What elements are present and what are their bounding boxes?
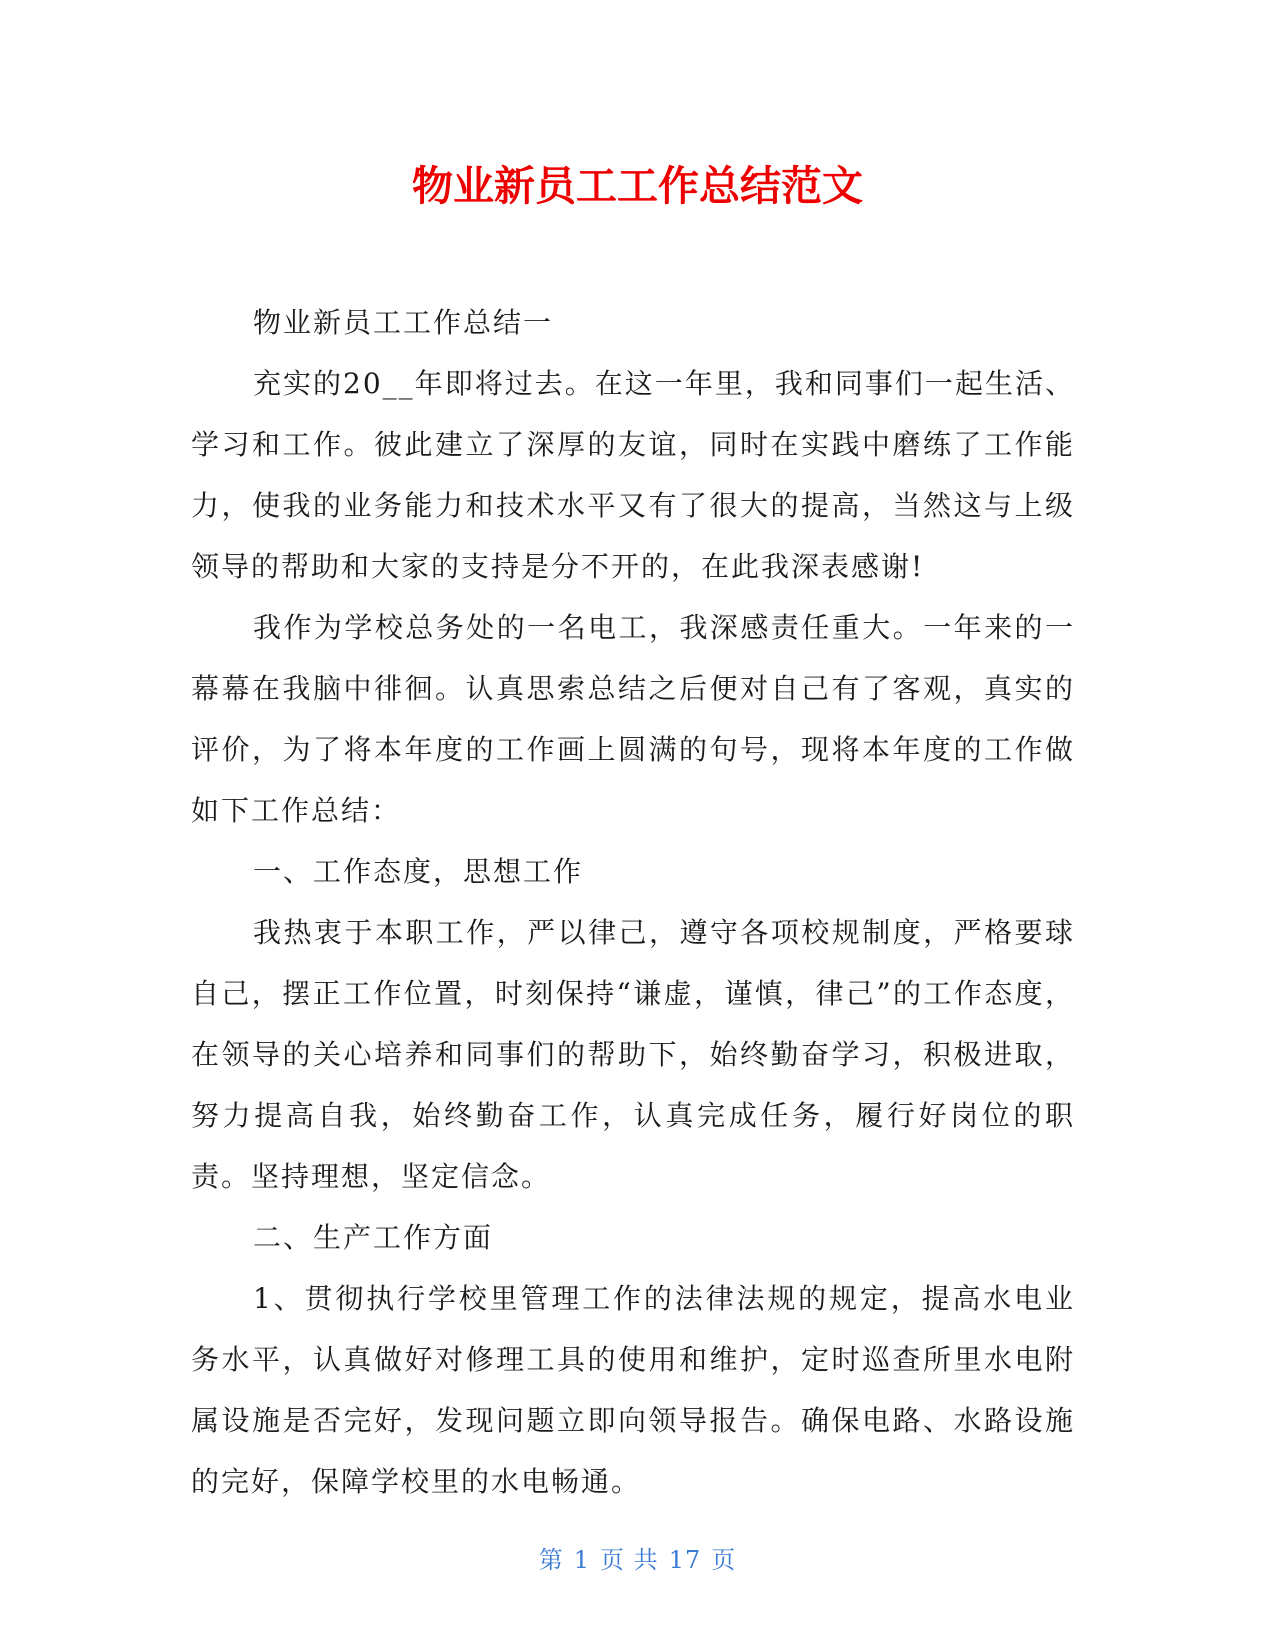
document-title: 物业新员工工作总结范文 bbox=[412, 162, 863, 210]
section-heading: 一、工作态度，思想工作 bbox=[253, 855, 584, 888]
paragraph: 充实的20__年即将过去。在这一年里，我和同事们一起生活、学习和工作。彼此建立了深厚的友谊，同时在实践中磨练了工作能力，使我的业务能力和技术水平又有了很大的提高，当然这与上级领导的帮助和大家的支持是分不开的，在此我深表感谢! bbox=[191, 367, 1075, 583]
footer-prefix: 第 bbox=[538, 1546, 564, 1574]
current-page-number: 1 bbox=[573, 1546, 591, 1574]
section-heading: 二、生产工作方面 bbox=[253, 1221, 494, 1254]
section-heading: 物业新员工工作总结一 bbox=[253, 306, 554, 339]
footer-suffix: 页 bbox=[711, 1546, 737, 1574]
paragraph: 我热衷于本职工作，严以律己，遵守各项校规制度，严格要球自己，摆正工作位置，时刻保持“谦虚，谨慎，律己”的工作态度，在领导的关心培养和同事们的帮助下，始终勤奋学习，积极进取，努力提高自我，始终勤奋工作，认真完成任务，履行好岗位的职责。坚持理想，坚定信念。 bbox=[191, 916, 1075, 1193]
document-body bbox=[191, 292, 1075, 1512]
footer-middle: 页 共 bbox=[600, 1546, 659, 1574]
total-page-count: 17 bbox=[668, 1546, 702, 1574]
paragraph: 我作为学校总务处的一名电工，我深感责任重大。一年来的一幕幕在我脑中徘徊。认真思索总结之后便对自己有了客观，真实的评价，为了将本年度的工作画上圆满的句号，现将本年度的工作做如下工作总结： bbox=[191, 611, 1075, 827]
page-number-footer bbox=[0, 1544, 1275, 1576]
paragraph: 1、贯彻执行学校里管理工作的法律法规的规定，提高水电业务水平，认真做好对修理工具的使用和维护，定时巡查所里水电附属设施是否完好，发现问题立即向领导报告。确保电路、水路设施的完好，保障学校里的水电畅通。 bbox=[191, 1282, 1075, 1498]
